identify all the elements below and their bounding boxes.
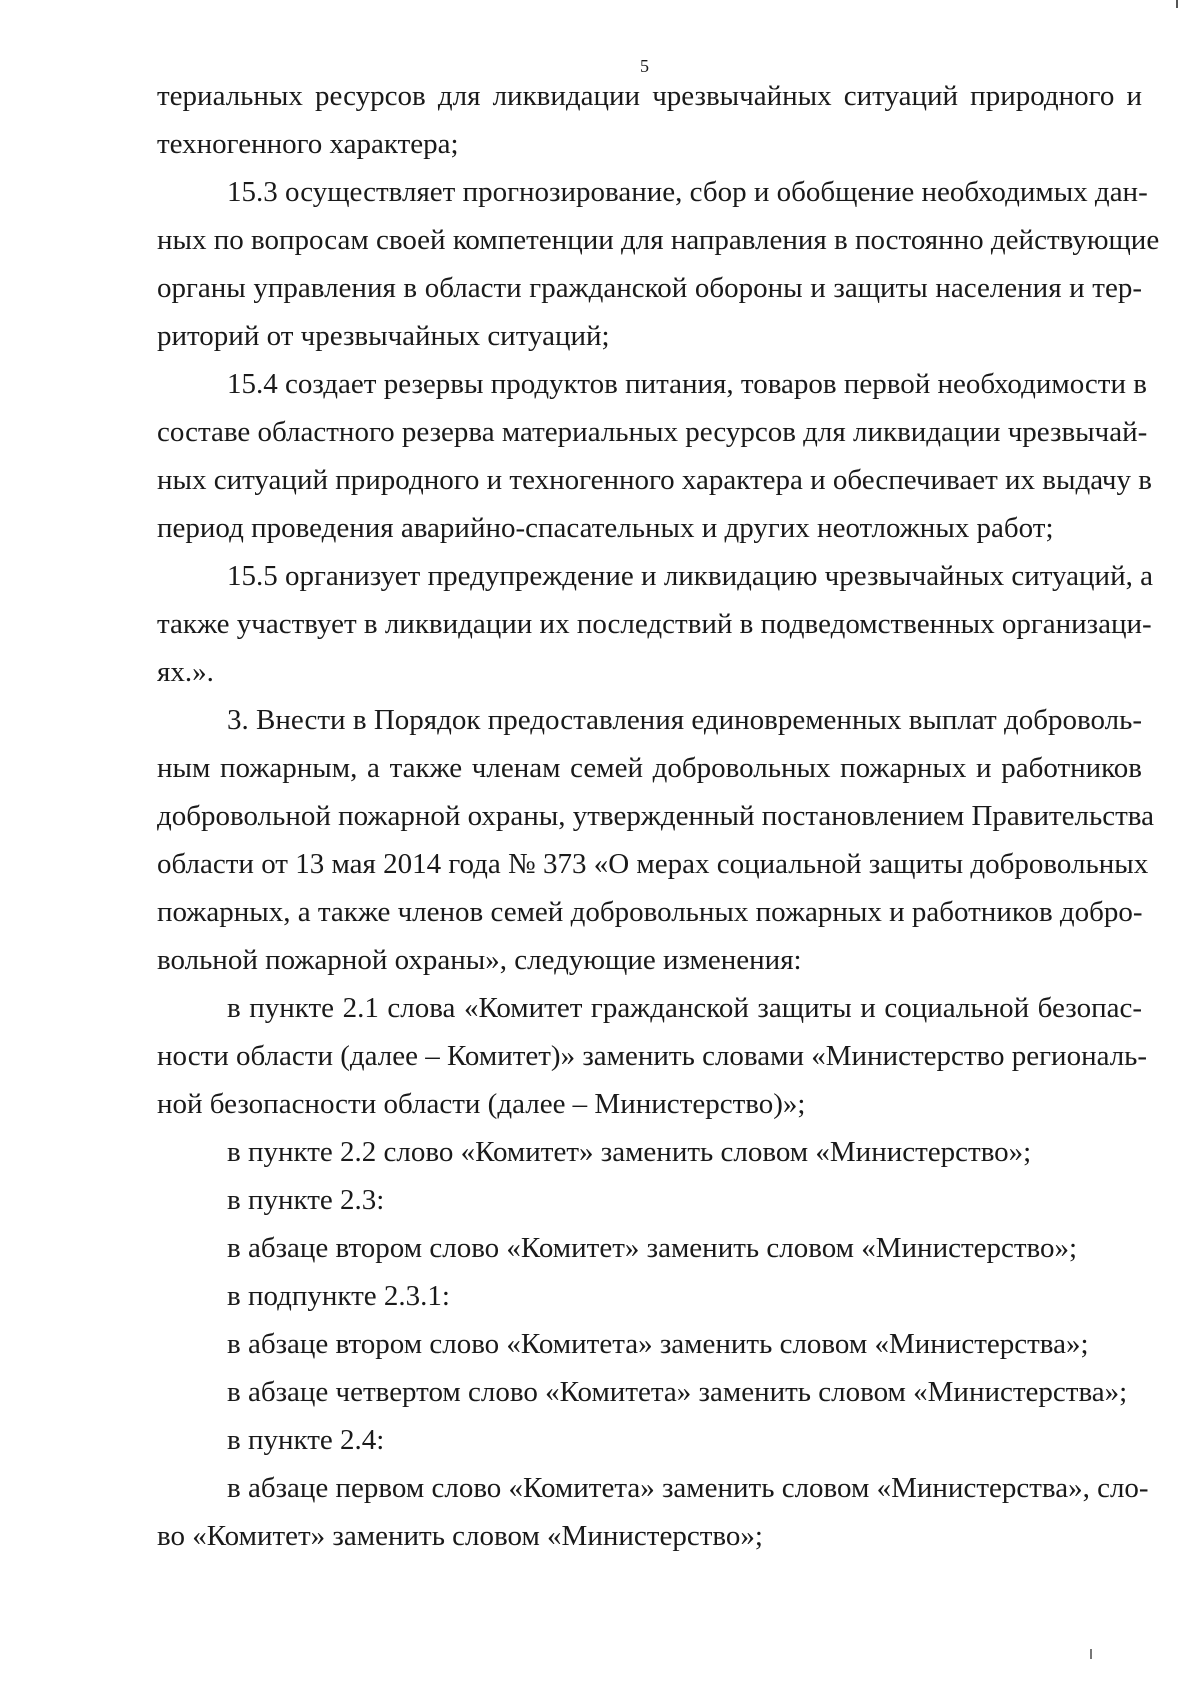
text-line: ности области (далее – Комитет)» заменить словами «Министерство региональ-: [157, 1040, 1148, 1072]
text-line: ных по вопросам своей компетенции для направления в постоянно действующие: [157, 224, 1160, 256]
text-line: в абзаце четвертом слово «Комитета» заменить словом «Министерства»;: [227, 1376, 1128, 1408]
text-line: пожарных, а также членов семей добровольных пожарных и работников добро-: [157, 896, 1143, 928]
text-line: органы управления в области гражданской обороны и защиты населения и тер-: [157, 272, 1142, 304]
text-line: области от 13 мая 2014 года № 373 «О мерах социальной защиты добровольных: [157, 848, 1149, 880]
text-line: в пункте 2.4:: [227, 1424, 385, 1456]
text-line: ных ситуаций природного и техногенного характера и обеспечивает их выдачу в: [157, 464, 1152, 496]
text-line: 15.4 создает резервы продуктов питания, товаров первой необходимости в: [227, 368, 1147, 400]
text-line: ях.».: [157, 656, 214, 688]
text-line: в абзаце втором слово «Комитет» заменить словом «Министерство»;: [227, 1232, 1078, 1264]
text-line: 15.3 осуществляет прогнозирование, сбор и обобщение необходимых дан-: [227, 176, 1148, 208]
scan-mark: [1090, 1649, 1092, 1659]
text-line: также участвует в ликвидации их последствий в подведомственных организаци-: [157, 608, 1152, 640]
text-line: ным пожарным, а также членам семей добровольных пожарных и работников: [157, 752, 1142, 784]
text-line: в пункте 2.2 слово «Комитет» заменить словом «Министерство»;: [227, 1136, 1032, 1168]
text-line: в пункте 2.1 слова «Комитет гражданской защиты и социальной безопас-: [227, 992, 1142, 1024]
text-line: в пункте 2.3:: [227, 1184, 385, 1216]
text-line: в абзаце втором слово «Комитета» заменить словом «Министерства»;: [227, 1328, 1089, 1360]
text-line: во «Комитет» заменить словом «Министерство»;: [157, 1520, 763, 1552]
text-line: риторий от чрезвычайных ситуаций;: [157, 320, 610, 352]
document-body: [157, 72, 1160, 1560]
text-line: период проведения аварийно-спасательных и других неотложных работ;: [157, 512, 1054, 544]
text-line: 3. Внести в Порядок предоставления единовременных выплат доброволь-: [227, 704, 1142, 736]
text-line: в подпункте 2.3.1:: [227, 1280, 450, 1312]
text-line: добровольной пожарной охраны, утвержденный постановлением Правительства: [157, 800, 1154, 832]
text-line: техногенного характера;: [157, 128, 459, 160]
text-line: ной безопасности области (далее – Министерство)»;: [157, 1088, 806, 1120]
text-line: составе областного резерва материальных ресурсов для ликвидации чрезвычай-: [157, 416, 1148, 448]
page-number: 5: [640, 56, 649, 76]
text-line: в абзаце первом слово «Комитета» заменить словом «Министерства», сло-: [227, 1472, 1149, 1504]
text-line: вольной пожарной охраны», следующие изменения:: [157, 944, 802, 976]
scan-mark: [1176, 0, 1178, 8]
text-line: 15.5 организует предупреждение и ликвидацию чрезвычайных ситуаций, а: [227, 560, 1153, 592]
text-line: териальных ресурсов для ликвидации чрезвычайных ситуаций природного и: [157, 80, 1142, 112]
